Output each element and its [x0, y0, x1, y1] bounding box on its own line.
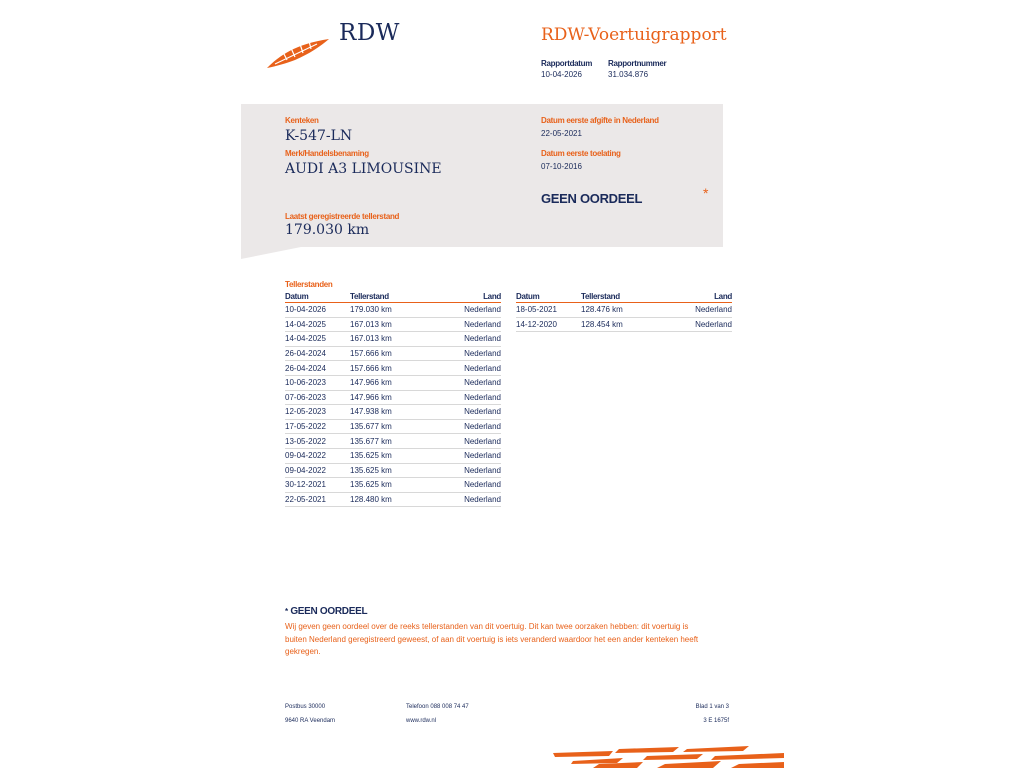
- col-reading-header: Tellerstand: [581, 292, 620, 301]
- odometer-verdict: GEEN OORDEEL: [541, 191, 643, 206]
- table-header: [285, 292, 501, 303]
- vehicle-make: AUDI A3 LIMOUSINE: [285, 161, 442, 177]
- reading-date: 07-06-2023: [285, 392, 326, 402]
- reading-value: 147.966 km: [350, 378, 392, 388]
- table-row: [285, 405, 501, 420]
- reading-value: 135.677 km: [350, 436, 392, 446]
- footer-page-info: [661, 704, 729, 724]
- table-row: [285, 493, 501, 508]
- note-body: Wij geven geen oordeel over de reeks tellerstanden van dit voertuig. Dit kan twee oorzaken hebben: dit voertuig is buiten Nederland geregistreerd geweest, of aan dit voertuig is iets veranderd waardoor het een ander kenteken heeft gekregen.: [285, 622, 699, 656]
- report-date-label: Rapportdatum: [541, 59, 593, 68]
- report-number-label: Rapportnummer: [608, 59, 667, 68]
- report-number: 31.034.876: [608, 70, 649, 79]
- license-plate: K-547-LN: [285, 128, 353, 144]
- table-row: [285, 449, 501, 464]
- table-row: [285, 434, 501, 449]
- reading-value: 167.013 km: [350, 334, 392, 344]
- reading-country: Nederland: [464, 465, 501, 475]
- reading-date: 17-05-2022: [285, 422, 326, 432]
- reading-date: 14-12-2020: [516, 319, 557, 329]
- reading-value: 157.666 km: [350, 349, 392, 359]
- verdict-asterisk: *: [703, 185, 709, 201]
- note-title: [285, 606, 367, 617]
- table-row: [285, 478, 501, 493]
- reading-date: 10-06-2023: [285, 378, 326, 388]
- rdw-feather-logo-icon: [265, 30, 331, 70]
- report-page: [241, 0, 784, 768]
- reading-value: 135.625 km: [350, 465, 392, 475]
- reading-country: Nederland: [464, 378, 501, 388]
- col-date-header: Datum: [516, 292, 540, 301]
- reading-country: Nederland: [464, 334, 501, 344]
- reading-value: 135.625 km: [350, 451, 392, 461]
- footer-address-line2: 9640 RA Veendam: [285, 718, 336, 724]
- reading-date: 13-05-2022: [285, 436, 326, 446]
- reading-country: Nederland: [464, 495, 501, 505]
- reading-value: 157.666 km: [350, 363, 392, 373]
- table-row: [285, 420, 501, 435]
- reading-country: Nederland: [464, 305, 501, 315]
- report-date-block: [541, 59, 592, 79]
- reading-value: 147.938 km: [350, 407, 392, 417]
- reading-value: 135.677 km: [350, 422, 392, 432]
- reading-country: Nederland: [464, 349, 501, 359]
- reading-date: 22-05-2021: [285, 495, 326, 505]
- vehicle-summary-panel: [241, 104, 723, 247]
- table-row: [516, 318, 732, 333]
- reading-value: 147.966 km: [350, 392, 392, 402]
- table-row: [285, 303, 501, 318]
- report-number-block: [608, 59, 666, 79]
- table-row: [285, 332, 501, 347]
- reading-date: 14-04-2025: [285, 334, 326, 344]
- reading-value: 128.480 km: [350, 495, 392, 505]
- reading-country: Nederland: [695, 305, 732, 315]
- reading-value: 128.476 km: [581, 305, 623, 315]
- table-header: [516, 292, 732, 303]
- report-date: 10-04-2026: [541, 70, 582, 79]
- reading-value: 135.625 km: [350, 480, 392, 490]
- readings-table-left: [285, 292, 501, 507]
- note-title-text: GEEN OORDEEL: [290, 606, 368, 617]
- reading-date: 09-04-2022: [285, 451, 326, 461]
- table-row: [285, 391, 501, 406]
- plate-label: Kenteken: [285, 116, 319, 125]
- reading-date: 10-04-2026: [285, 305, 326, 315]
- reading-value: 128.454 km: [581, 319, 623, 329]
- reading-country: Nederland: [464, 451, 501, 461]
- reading-country: Nederland: [464, 407, 501, 417]
- table-row: [285, 318, 501, 333]
- readings-section-title: Tellerstanden: [285, 280, 333, 289]
- footer-phone: Telefoon 088 008 74 47: [406, 704, 469, 710]
- decorative-stripes-icon: [553, 745, 784, 768]
- reading-country: Nederland: [695, 319, 732, 329]
- panel-notch: [241, 247, 301, 259]
- reading-date: 26-04-2024: [285, 363, 326, 373]
- first-issue-nl-label: Datum eerste afgifte in Nederland: [541, 116, 659, 125]
- table-row: [285, 347, 501, 362]
- table-row: [285, 464, 501, 479]
- make-label: Merk/Handelsbenaming: [285, 149, 369, 158]
- note-asterisk: *: [285, 607, 288, 616]
- footer-contact: [406, 704, 469, 724]
- reading-date: 30-12-2021: [285, 480, 326, 490]
- first-admission-date: 07-10-2016: [541, 162, 582, 171]
- reading-country: Nederland: [464, 436, 501, 446]
- reading-country: Nederland: [464, 392, 501, 402]
- table-row: [285, 361, 501, 376]
- reading-country: Nederland: [464, 422, 501, 432]
- footer-code: 3 E 1675f: [703, 718, 729, 724]
- reading-country: Nederland: [464, 480, 501, 490]
- first-admission-label: Datum eerste toelating: [541, 149, 621, 158]
- reading-date: 18-05-2021: [516, 305, 557, 315]
- reading-country: Nederland: [464, 319, 501, 329]
- odometer-label: Laatst geregistreerde tellerstand: [285, 212, 400, 221]
- table-row: [285, 376, 501, 391]
- reading-date: 12-05-2023: [285, 407, 326, 417]
- report-title: RDW-Voertuigrapport: [541, 25, 727, 45]
- last-odometer-reading: 179.030 km: [285, 222, 370, 238]
- footer-website: www.rdw.nl: [406, 718, 437, 724]
- col-country-header: Land: [483, 292, 501, 301]
- col-date-header: Datum: [285, 292, 309, 301]
- reading-country: Nederland: [464, 363, 501, 373]
- footer-address-line1: Postbus 30000: [285, 704, 326, 710]
- footer-address: [285, 704, 335, 724]
- readings-table-right: [516, 292, 732, 332]
- reading-value: 167.013 km: [350, 319, 392, 329]
- col-country-header: Land: [714, 292, 732, 301]
- reading-date: 14-04-2025: [285, 319, 326, 329]
- first-issue-nl-date: 22-05-2021: [541, 129, 582, 138]
- reading-date: 09-04-2022: [285, 465, 326, 475]
- table-row: [516, 303, 732, 318]
- reading-value: 179.030 km: [350, 305, 392, 315]
- reading-date: 26-04-2024: [285, 349, 326, 359]
- footer-page-number: Blad 1 van 3: [695, 704, 729, 710]
- brand-name: RDW: [339, 20, 400, 46]
- col-reading-header: Tellerstand: [350, 292, 389, 301]
